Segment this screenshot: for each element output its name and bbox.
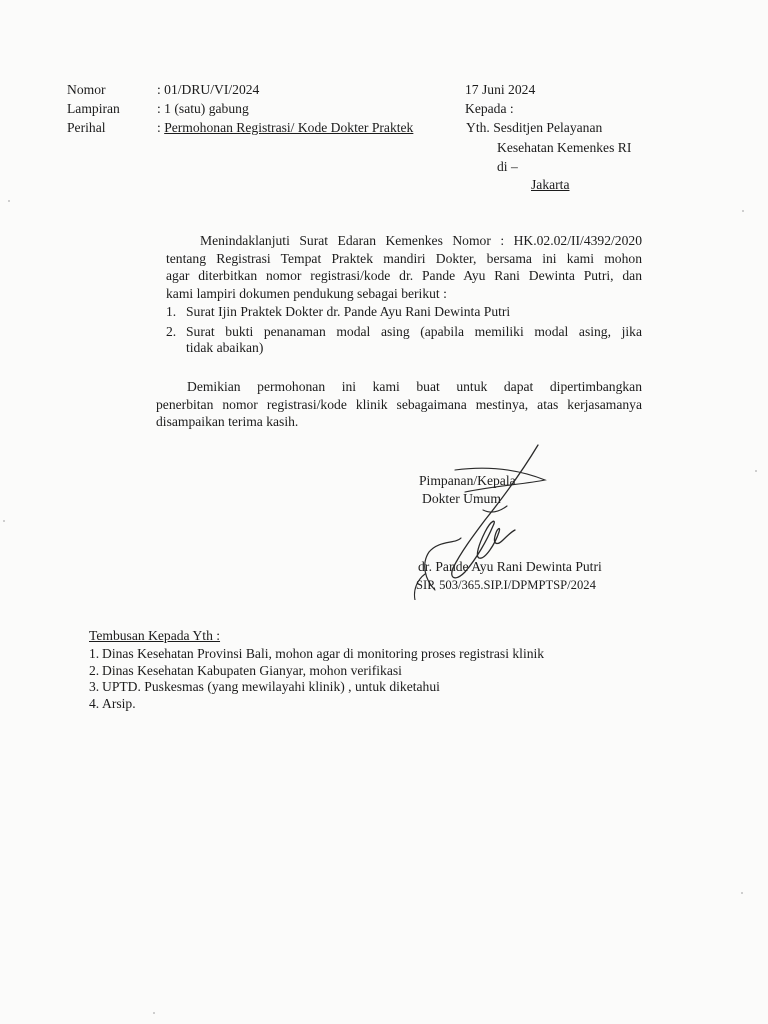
kepada-label: Kepada : [465,101,514,116]
para1-line-2: tentang Registrasi Tempat Praktek mandiri Dokter, bersama ini kami mohon [166,250,642,266]
signer-sip: SIP. 503/365.SIP.I/DPMPTSP/2024 [416,578,596,592]
paragraph-2 [156,378,642,431]
recipient-line-1: Yth. Sesditjen Pelayanan [466,120,603,135]
recipient-line-2: Kesehatan Kemenkes RI [497,140,632,155]
recipient-line-3: di – [497,159,518,174]
tembusan-text: Arsip. [102,695,136,711]
perihal-colon: : [157,120,165,135]
attachment-item [166,304,642,321]
letter-date: 17 Juni 2024 [465,82,536,97]
attachment-number: 2. [166,323,177,339]
tembusan-list [89,646,609,712]
attachment-item [166,324,642,357]
attachment-text-line-1: Surat bukti penanaman modal asing (apabila memiliki modal asing, jika [186,323,642,339]
signer-name: dr. Pande Ayu Rani Dewinta Putri [418,559,602,574]
attachment-text: Surat Ijin Praktek Dokter dr. Pande Ayu Rani Dewinta Putri [186,304,511,319]
tembusan-number: 3. [89,679,100,694]
scan-speck [742,210,744,212]
para1-line-3: agar diterbitkan nomor registrasi/kode dr. Pande Ayu Rani Dewinta Putri, dan [166,268,642,283]
tembusan-number: 4. [89,695,100,711]
scan-speck [3,520,5,522]
para1-line-4: kami lampiri dokumen pendukung sebagai berikut : [166,285,447,301]
tembusan-item [89,696,609,713]
nomor-value: : 01/DRU/VI/2024 [157,82,260,97]
signer-role-line-1: Pimpanan/Kepala [419,473,516,488]
para2-line-3: disampaikan terima kasih. [156,414,299,429]
signature-image [395,440,555,600]
perihal-value: Permohonan Registrasi/ Kode Dokter Praktek [164,120,414,135]
perihal-label: Perihal [67,120,106,135]
tembusan-number: 1. [89,646,100,661]
para2-line-1: Demikian permohonan ini kami buat untuk dapat dipertimbangkan [187,379,642,394]
para1-line-1: Menindaklanjuti Surat Edaran Kemenkes Nomor : HK.02.02/II/4392/2020 [200,233,642,248]
scan-speck [741,892,743,894]
tembusan-text: Dinas Kesehatan Provinsi Bali, mohon agar di monitoring proses registrasi klinik [102,646,545,661]
nomor-label: Nomor [67,82,106,97]
attachment-text-line-2: tidak abaikan) [186,340,264,355]
tembusan-item [89,663,609,680]
scan-speck [8,200,10,202]
recipient-city: Jakarta [531,177,570,192]
paragraph-1 [166,232,642,302]
tembusan-number: 2. [89,662,100,678]
tembusan-item [89,679,609,696]
attachment-list [166,304,642,357]
tembusan-item [89,646,609,663]
scan-speck [153,1012,155,1014]
perihal-row [157,120,413,136]
attachment-number: 1. [166,304,177,319]
lampiran-value: : 1 (satu) gabung [157,101,249,116]
tembusan-text: UPTD. Puskesmas (yang mewilayahi klinik) , untuk diketahui [102,679,440,694]
para2-line-2: penerbitan nomor registrasi/kode klinik sebagaimana mestinya, atas kerjasamanya [156,396,642,412]
scan-speck [755,470,757,472]
tembusan-text: Dinas Kesehatan Kabupaten Gianyar, mohon verifikasi [102,662,402,678]
signer-role-line-2: Dokter Umum [422,491,501,506]
tembusan-title: Tembusan Kepada Yth : [89,628,221,643]
lampiran-label: Lampiran [67,101,120,116]
